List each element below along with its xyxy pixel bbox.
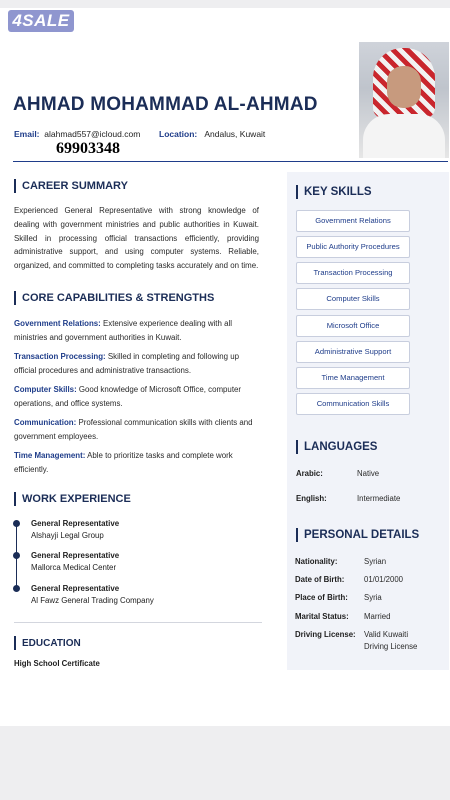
job-entry: General Representative Alshayji Legal Group <box>31 519 120 540</box>
skill-tag: Time Management <box>296 367 410 389</box>
skill-tag: Communication Skills <box>296 393 410 415</box>
profile-photo <box>359 42 449 158</box>
personal-key: Marital Status: <box>295 612 349 621</box>
personal-value: Syrian <box>364 557 387 566</box>
header-divider <box>13 161 448 162</box>
personal-key: Nationality: <box>295 557 338 566</box>
personal-key: Date of Birth: <box>295 575 345 584</box>
personal-value: Driving License <box>364 642 418 651</box>
skill-tag: Transaction Processing <box>296 262 410 284</box>
personal-key: Place of Birth: <box>295 593 348 602</box>
key-skills-heading: KEY SKILLS <box>296 185 372 199</box>
education-heading: EDUCATION <box>14 636 81 650</box>
location-line: Location: Andalus, Kuwait <box>159 129 266 139</box>
4sale-logo: 4SALE <box>8 10 74 32</box>
career-summary-heading: CAREER SUMMARY <box>14 179 128 193</box>
timeline-dot <box>13 552 20 559</box>
personal-details-heading: PERSONAL DETAILS <box>296 528 419 542</box>
location-value: Andalus, Kuwait <box>204 129 266 139</box>
skill-tag: Public Authority Procedures <box>296 236 410 258</box>
career-summary-text: Experienced General Representative with strong knowledge of dealing with government ministries and public authorities in Kuwait. Skilled in processing official transactions efficiently, providing administrative support, and using computer systems. Reliable, organized, and committed to completing tasks accurately and on time. <box>14 206 259 271</box>
languages-heading: LANGUAGES <box>296 440 377 454</box>
personal-value: Married <box>364 612 391 621</box>
capability-item: Transaction Processing: Skilled in completing and following up official procedures and administrative transactions. <box>14 352 240 375</box>
capability-item: Computer Skills: Good knowledge of Microsoft Office, computer operations, and office systems. <box>14 385 242 408</box>
language-name: Arabic: <box>296 469 323 478</box>
phone-number: 69903348 <box>56 140 120 157</box>
email-value[interactable]: alahmad557@icloud.com <box>44 129 141 139</box>
work-experience-heading: WORK EXPERIENCE <box>14 492 131 506</box>
timeline-dot <box>13 520 20 527</box>
skill-tag: Computer Skills <box>296 288 410 310</box>
capability-item: Government Relations: Extensive experience dealing with all ministries and government authorities in Kuwait. <box>14 319 232 342</box>
skill-tag: Administrative Support <box>296 341 410 363</box>
email-line: Email: alahmad557@icloud.com <box>14 129 141 139</box>
education-item: High School Certificate <box>14 659 100 668</box>
personal-key: Driving License: <box>295 630 356 639</box>
personal-value: Valid Kuwaiti <box>364 630 409 639</box>
timeline-dot <box>13 585 20 592</box>
capability-item: Communication: Professional communication skills with clients and government employees. <box>14 418 253 441</box>
language-level: Intermediate <box>357 494 401 503</box>
section-divider <box>14 622 262 623</box>
personal-value: 01/01/2000 <box>364 575 404 584</box>
job-entry: General Representative Mallorca Medical Center <box>31 551 120 572</box>
capabilities-heading: CORE CAPABILITIES & STRENGTHS <box>14 291 214 305</box>
job-entry: General Representative Al Fawz General Trading Company <box>31 584 154 605</box>
language-level: Native <box>357 469 380 478</box>
capability-item: Time Management: Able to prioritize tasks and complete work efficiently. <box>14 451 233 474</box>
skill-tag: Government Relations <box>296 210 410 232</box>
full-name: AHMAD MOHAMMAD AL-AHMAD <box>13 94 318 115</box>
skill-tag: Microsoft Office <box>296 315 410 337</box>
language-name: English: <box>296 494 327 503</box>
personal-value: Syria <box>364 593 382 602</box>
